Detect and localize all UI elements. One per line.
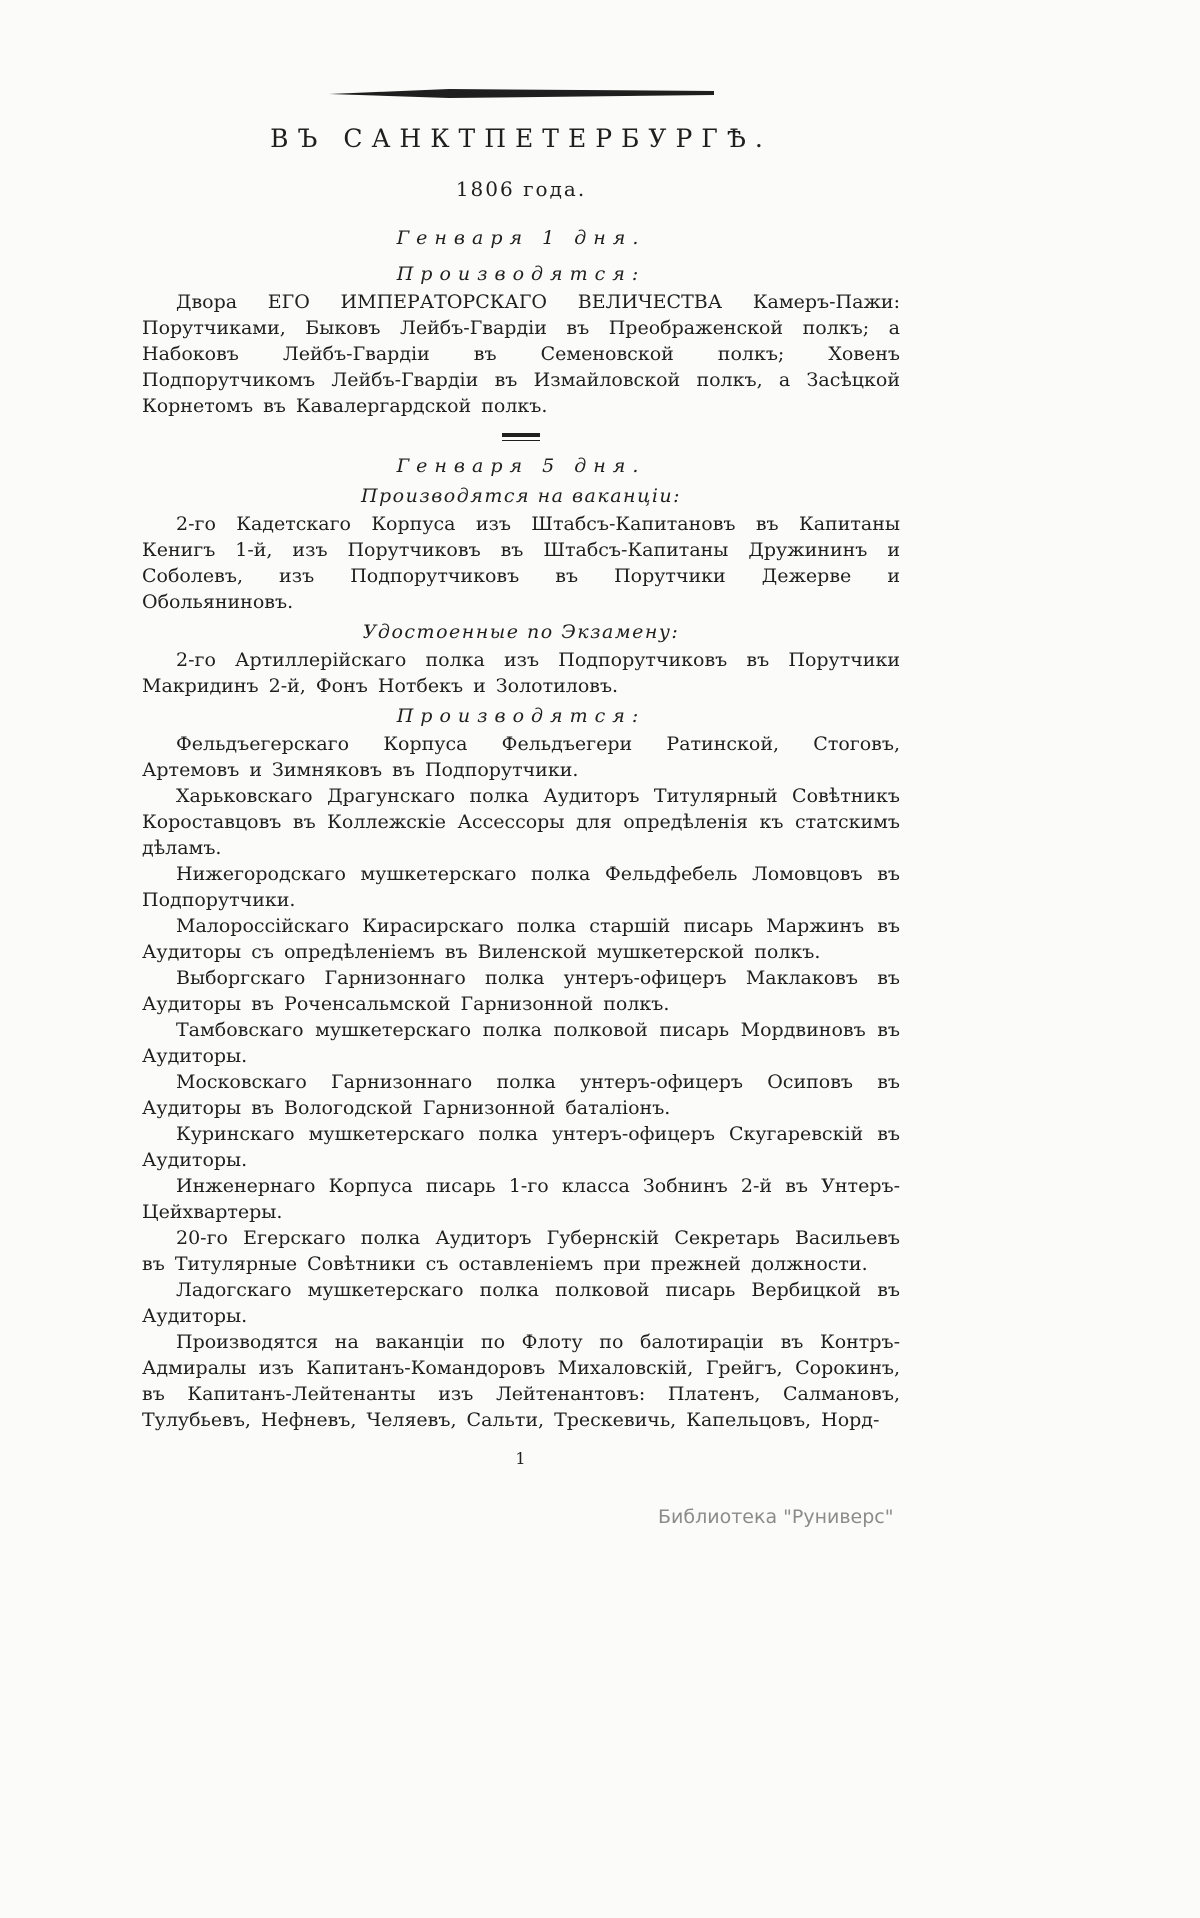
section-jan5-date-heading: Генваря 5 дня. [396, 455, 646, 477]
paragraph: Двора ЕГО ИМПЕРАТОРСКАГО ВЕЛИЧЕСТВА Камеръ-Пажи: Порутчиками, Быковъ Лейбъ-Гвардіи въ Преображенской полкъ; а Набоковъ Лейбъ-Гвардіи въ Семеновской полкъ; Ховенъ Подпорутчикомъ Лейбъ-Гвардіи въ Измайловской полкъ, а Засѣцкой Корнетомъ въ Кавалергардской полкъ. [142, 291, 900, 417]
year-line: 1806 года. [455, 177, 587, 201]
section-jan5-promote-subheading: Производятся: [396, 705, 646, 727]
text-block [142, 88, 900, 1468]
paragraph: Выборгскаго Гарнизоннаго полка унтеръ-офицеръ Маклаковъ въ Аудиторы въ Роченсальмской Гарнизонной полкъ. [142, 967, 900, 1015]
paragraph: Малороссійскаго Кирасирскаго полка старшій писарь Маржинъ въ Аудиторы съ опредѣленіемъ въ Виленской мушкетерской полкъ. [142, 915, 900, 963]
paragraph: Московскаго Гарнизоннаго полка унтеръ-офицеръ Осиповъ въ Аудиторы въ Вологодской Гарнизонной баталіонъ. [142, 1071, 900, 1119]
swelled-rule-icon [329, 88, 714, 100]
paragraph: 2-го Кадетскаго Корпуса изъ Штабсъ-Капитановъ въ Капитаны Кенигъ 1-й, изъ Порутчиковъ въ Штабсъ-Капитаны Дружининъ и Соболевъ, изъ Подпорутчиковъ въ Порутчики Дежерве и Обольяниновъ. [142, 513, 900, 613]
paragraph: Фельдъегерскаго Корпуса Фельдъегери Ратинской, Стоговъ, Артемовъ и Зимняковъ въ Подпорутчики. [142, 733, 900, 781]
section-jan5-exam-subheading: Удостоенные по Экзамену: [362, 621, 680, 643]
ornament-swelled-rule [142, 88, 900, 100]
paragraph: Инженернаго Корпуса писарь 1-го класса Зобнинъ 2-й въ Унтеръ-Цейхвартеры. [142, 1175, 900, 1223]
paragraph: Харьковскаго Драгунскаго полка Аудиторъ Титулярный Совѣтникъ Короставцовъ въ Коллежскіе Ассессоры для опредѣленія къ статскимъ дѣламъ. [142, 785, 900, 859]
paragraph: Нижегородскаго мушкетерскаго полка Фельдфебель Ломовцовъ въ Подпорутчики. [142, 863, 900, 911]
section-jan5-vacancy-subheading: Производятся на ваканціи: [360, 485, 682, 507]
document-title: ВЪ САНКТПЕТЕРБУРГѢ. [270, 124, 772, 153]
watermark: Библиотека "Руниверс" [658, 1506, 894, 1528]
section-jan1-date-heading: Генваря 1 дня. [396, 227, 646, 249]
paragraph: 20-го Егерскаго полка Аудиторъ Губернскій Секретарь Васильевъ въ Титулярные Совѣтники съ оставленіемъ при прежней должности. [142, 1227, 900, 1275]
paragraph: Производятся на ваканціи по Флоту по балотираціи въ Контръ-Адмиралы изъ Капитанъ-Командоровъ Михаловскій, Грейгъ, Сорокинъ, въ Капитанъ-Лейтенанты изъ Лейтенантовъ: Платенъ, Салмановъ, Тулубьевъ, Нефневъ, Челяевъ, Сальти, Трескевичь, Капельцовъ, Норд- [142, 1331, 900, 1431]
section-jan1-subheading: Производятся: [396, 263, 646, 285]
paragraph: 2-го Артиллерійскаго полка изъ Подпорутчиковъ въ Порутчики Макридинъ 2-й, Фонъ Нотбекъ и Золотиловъ. [142, 649, 900, 697]
paragraph: Куринскаго мушкетерскаго полка унтеръ-офицеръ Скугаревскій въ Аудиторы. [142, 1123, 900, 1171]
paragraph: Тамбовскаго мушкетерскаго полка полковой писарь Мордвиновъ въ Аудиторы. [142, 1019, 900, 1067]
section-divider [502, 433, 540, 441]
paragraph: Ладогскаго мушкетерскаго полка полковой писарь Вербицкой въ Аудиторы. [142, 1279, 900, 1327]
page-number: 1 [515, 1449, 527, 1468]
